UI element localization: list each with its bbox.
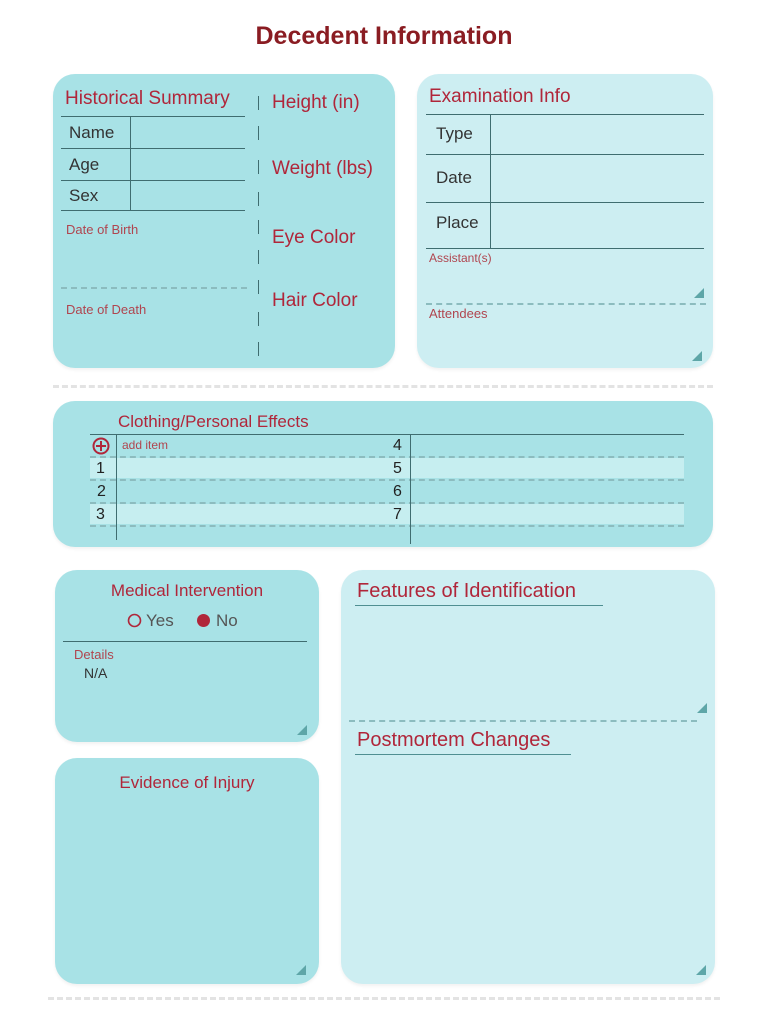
item-number: 5 [393,460,402,477]
clothing-heading: Clothing/Personal Effects [118,412,309,431]
resize-handle-icon[interactable] [692,351,702,361]
no-label: No [216,611,238,630]
divider [490,114,491,248]
item-field[interactable] [415,435,684,457]
item-field[interactable] [119,481,388,503]
resize-handle-icon[interactable] [694,288,704,298]
resize-handle-icon[interactable] [697,703,707,713]
divider [426,248,704,249]
historical-summary-heading: Historical Summary [65,88,230,109]
divider [258,220,259,234]
features-field[interactable] [357,614,701,714]
date-of-death-field[interactable] [65,320,247,362]
divider [61,287,247,289]
item-number: 6 [393,483,402,500]
section-separator [53,385,713,388]
type-field[interactable] [495,118,704,154]
assistants-label: Assistant(s) [429,251,492,265]
item-number: 7 [393,506,402,523]
name-field[interactable] [135,120,247,148]
add-item-label[interactable]: add item [122,438,169,452]
divider [258,312,259,326]
attendees-label: Attendees [429,306,488,321]
date-label: Date [436,168,472,187]
date-of-birth-label: Date of Birth [66,222,139,237]
sex-label: Sex [69,186,99,205]
examination-info-panel [417,74,713,368]
divider [258,160,259,174]
age-label: Age [69,155,100,174]
divider [61,116,245,117]
item-field[interactable] [415,504,684,526]
radio-unselected-icon [127,613,142,628]
divider [258,280,259,294]
divider [63,641,307,642]
resize-handle-icon[interactable] [297,725,307,735]
hair-color-label: Hair Color [272,290,358,311]
divider [61,180,245,181]
page-title: Decedent Information [255,22,513,50]
type-label: Type [436,124,473,143]
divider [258,342,259,356]
details-value[interactable]: N/A [84,665,108,681]
divider [410,434,411,544]
resize-handle-icon[interactable] [696,965,706,975]
name-label: Name [69,123,115,142]
divider [61,210,245,211]
item-field[interactable] [119,458,388,480]
item-number: 3 [96,506,105,523]
yes-label: Yes [146,611,174,630]
item-field[interactable] [415,458,684,480]
historical-summary-panel [53,74,395,368]
divider [426,303,706,305]
divider [349,720,697,722]
divider [130,116,131,210]
eye-color-label: Eye Color [272,227,356,248]
examination-info-heading: Examination Info [429,86,571,107]
add-item-icon[interactable] [92,437,110,455]
weight-label: Weight (lbs) [272,158,374,179]
item-number: 1 [96,460,105,477]
postmortem-heading: Postmortem Changes [357,729,551,751]
divider [426,202,704,203]
resize-handle-icon[interactable] [296,965,306,975]
height-label: Height (in) [272,92,360,113]
identification-panel [341,570,715,984]
divider [61,148,245,149]
divider [258,192,259,206]
evidence-of-injury-heading: Evidence of Injury [119,773,255,792]
date-of-birth-field[interactable] [65,240,247,282]
section-separator [48,997,720,1000]
date-of-death-label: Date of Death [66,302,147,317]
assistants-field[interactable] [429,268,703,300]
features-heading: Features of Identification [357,580,577,602]
age-field[interactable] [135,152,247,180]
postmortem-field[interactable] [357,764,701,964]
item-number: 2 [97,483,106,500]
heading-underline [355,754,571,755]
divider [426,114,704,115]
place-field[interactable] [495,206,704,246]
date-field[interactable] [495,160,704,200]
details-label: Details [74,647,114,662]
heading-underline [355,605,603,606]
divider [426,154,704,155]
radio-selected-icon [196,613,211,628]
item-field[interactable] [415,481,684,503]
sex-field[interactable] [135,184,247,212]
attendees-field[interactable] [429,324,703,356]
evidence-of-injury-panel [55,758,319,984]
item-field[interactable] [119,504,388,526]
place-label: Place [436,213,479,232]
divider [116,434,117,540]
medical-intervention-heading: Medical Intervention [110,581,264,600]
clothing-panel [53,401,713,547]
evidence-of-injury-field[interactable] [69,802,309,966]
item-number: 4 [393,437,402,454]
divider [258,96,259,110]
divider [258,250,259,264]
medical-intervention-panel [55,570,319,742]
divider [258,126,259,140]
